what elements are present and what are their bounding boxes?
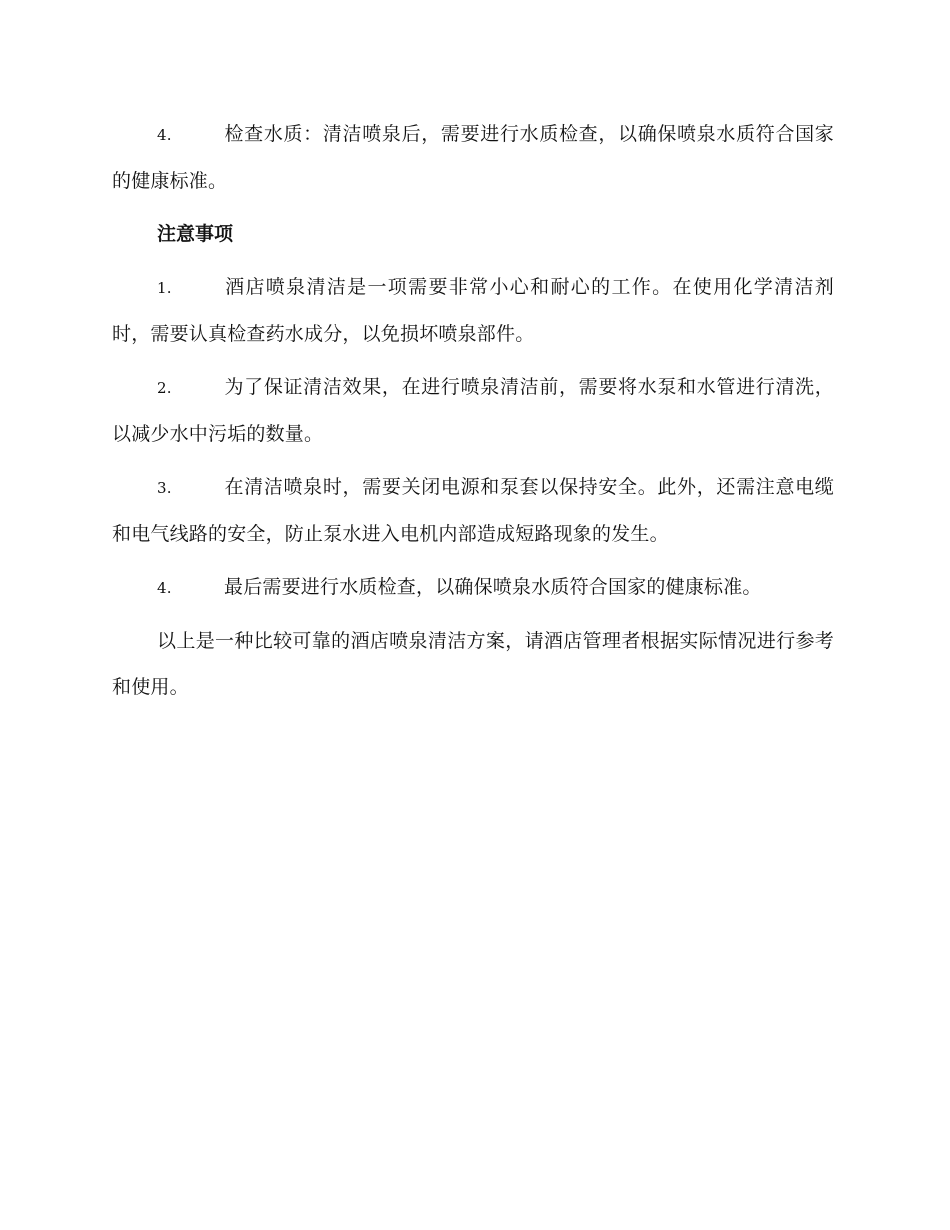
document-body [112, 111, 834, 717]
list-text: 为了保证清洁效果，在进行喷泉清洁前，需要将水泵和水管进行清洗，以减少水中污垢的数量。 [112, 376, 834, 445]
list-number: 3. [157, 479, 172, 497]
list-number: 4. [157, 126, 172, 144]
note-item-3 [112, 464, 834, 557]
list-number: 1. [157, 279, 172, 297]
section-heading: 注意事项 [157, 223, 234, 245]
note-item-4 [112, 564, 834, 611]
list-text: 最后需要进行水质检查，以确保喷泉水质符合国家的健康标准。 [224, 576, 762, 598]
list-number: 4. [157, 579, 172, 597]
list-text: 酒店喷泉清洁是一项需要非常小心和耐心的工作。在使用化学清洁剂时，需要认真检查药水成分，以免损坏喷泉部件。 [112, 276, 834, 345]
list-text: 检查水质：清洁喷泉后，需要进行水质检查，以确保喷泉水质符合国家的健康标准。 [112, 123, 834, 192]
list-number: 2. [157, 379, 172, 397]
note-item-1 [112, 264, 834, 357]
closing-paragraph: 以上是一种比较可靠的酒店喷泉清洁方案，请酒店管理者根据实际情况进行参考和使用。 [112, 630, 834, 698]
step-item-4 [112, 111, 834, 204]
note-item-2 [112, 364, 834, 457]
list-text: 在清洁喷泉时，需要关闭电源和泵套以保持安全。此外，还需注意电缆和电气线路的安全，防止泵水进入电机内部造成短路现象的发生。 [112, 476, 834, 545]
